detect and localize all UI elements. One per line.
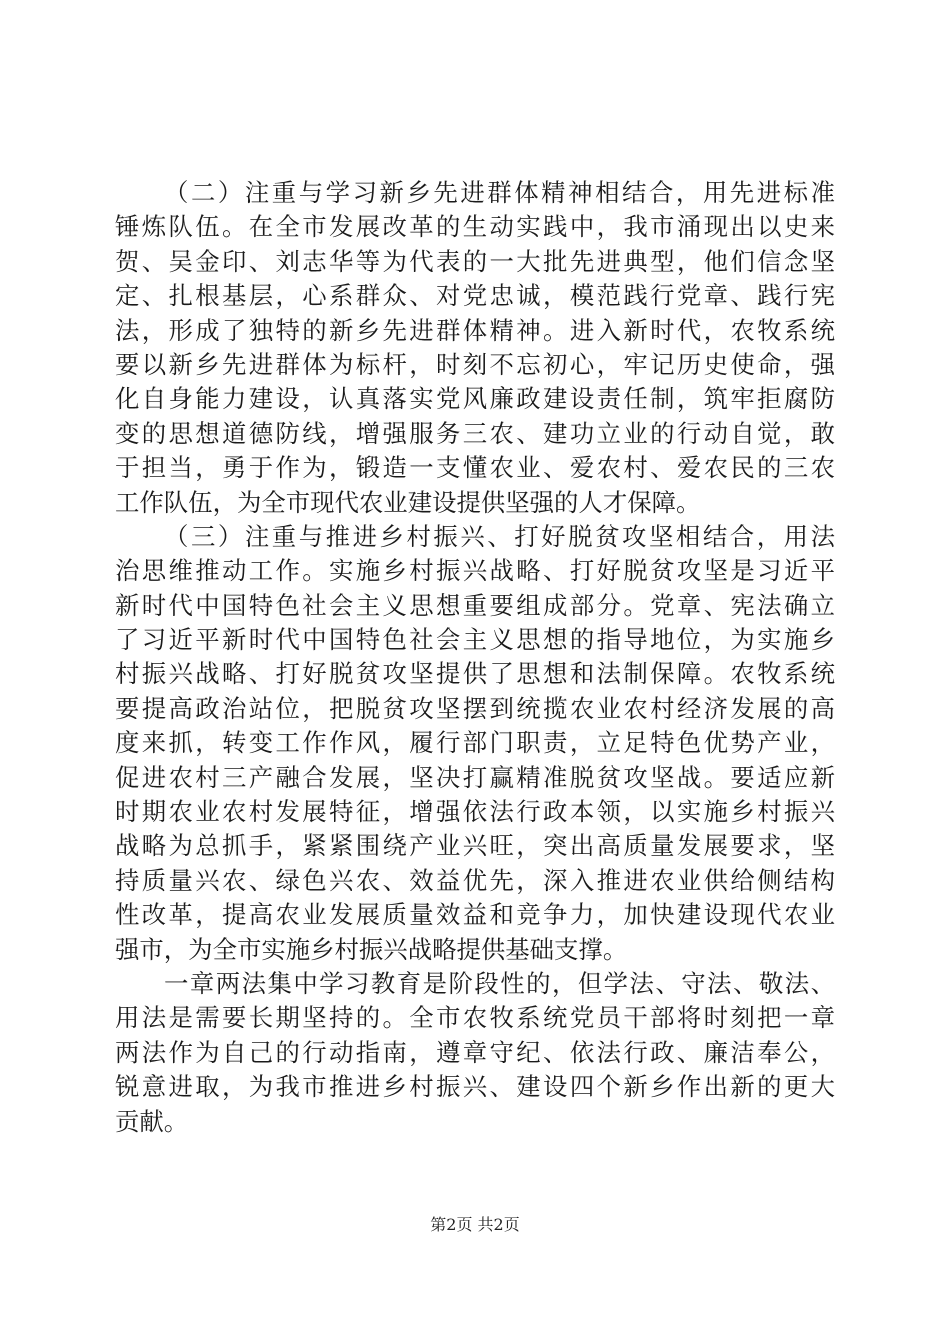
- text-line: 要提高政治站位，把脱贫攻坚摆到统揽农业农村经济发展的高: [115, 693, 835, 723]
- paragraph-section-two: [115, 176, 835, 520]
- text-line: 于担当，勇于作为，锻造一支懂农业、爱农村、爱农民的三农: [115, 453, 835, 483]
- text-line: 治思维推动工作。实施乡村振兴战略、打好脱贫攻坚是习近平: [115, 556, 835, 586]
- text-line: （三）注重与推进乡村振兴、打好脱贫攻坚相结合，用法: [164, 521, 835, 551]
- text-line: 要以新乡先进群体为标杆，时刻不忘初心，牢记历史使命，强: [115, 349, 835, 379]
- text-line: （二）注重与学习新乡先进群体精神相结合，用先进标准: [164, 178, 835, 207]
- text-line: 强市，为全市实施乡村振兴战略提供基础支撑。: [115, 934, 628, 964]
- page-number-footer: 第2页 共2页: [430, 1215, 520, 1234]
- text-line: 用法是需要长期坚持的。全市农牧系统党员干部将时刻把一章: [115, 1003, 835, 1033]
- document-body: [115, 176, 835, 1139]
- text-line: 法，形成了独特的新乡先进群体精神。进入新时代，农牧系统: [115, 315, 835, 345]
- text-line: 时期农业农村发展特征，增强依法行政本领，以实施乡村振兴: [115, 797, 835, 827]
- text-line: 定、扎根基层，心系群众、对党忠诚，模范践行党章、践行宪: [115, 281, 835, 311]
- text-line: 变的思想道德防线，增强服务三农、建功立业的行动自觉，敢: [115, 418, 835, 448]
- text-line: 贡献。: [115, 1106, 189, 1136]
- text-line: 度来抓，转变工作作风，履行部门职责，立足特色优势产业，: [115, 728, 835, 758]
- text-line: 贺、吴金印、刘志华等为代表的一大批先进典型，他们信念坚: [115, 246, 835, 276]
- text-line: 村振兴战略、打好脱贫攻坚提供了思想和法制保障。农牧系统: [115, 659, 835, 689]
- text-line: 性改革，提高农业发展质量效益和竞争力，加快建设现代农业: [115, 900, 835, 930]
- text-line: 工作队伍，为全市现代农业建设提供坚强的人才保障。: [115, 487, 701, 517]
- text-line: 了习近平新时代中国特色社会主义思想的指导地位，为实施乡: [115, 625, 835, 655]
- paragraph-conclusion: [115, 967, 835, 1139]
- text-line: 战略为总抓手，紧紧围绕产业兴旺，突出高质量发展要求，坚: [115, 831, 835, 861]
- text-line: 锤炼队伍。在全市发展改革的生动实践中，我市涌现出以史来: [115, 212, 835, 242]
- text-line: 持质量兴农、绿色兴农、效益优先，深入推进农业供给侧结构: [115, 865, 835, 895]
- text-line: 一章两法集中学习教育是阶段性的，但学法、守法、敬法、: [164, 968, 835, 998]
- paragraph-section-three: [115, 520, 835, 967]
- text-line: 两法作为自己的行动指南，遵章守纪、依法行政、廉洁奉公，: [115, 1037, 835, 1067]
- text-line: 新时代中国特色社会主义思想重要组成部分。党章、宪法确立: [115, 590, 835, 620]
- text-line: 促进农村三产融合发展，坚决打赢精准脱贫攻坚战。要适应新: [115, 762, 835, 792]
- text-line: 锐意进取，为我市推进乡村振兴、建设四个新乡作出新的更大: [115, 1072, 835, 1102]
- text-line: 化自身能力建设，认真落实党风廉政建设责任制，筑牢拒腐防: [115, 384, 835, 414]
